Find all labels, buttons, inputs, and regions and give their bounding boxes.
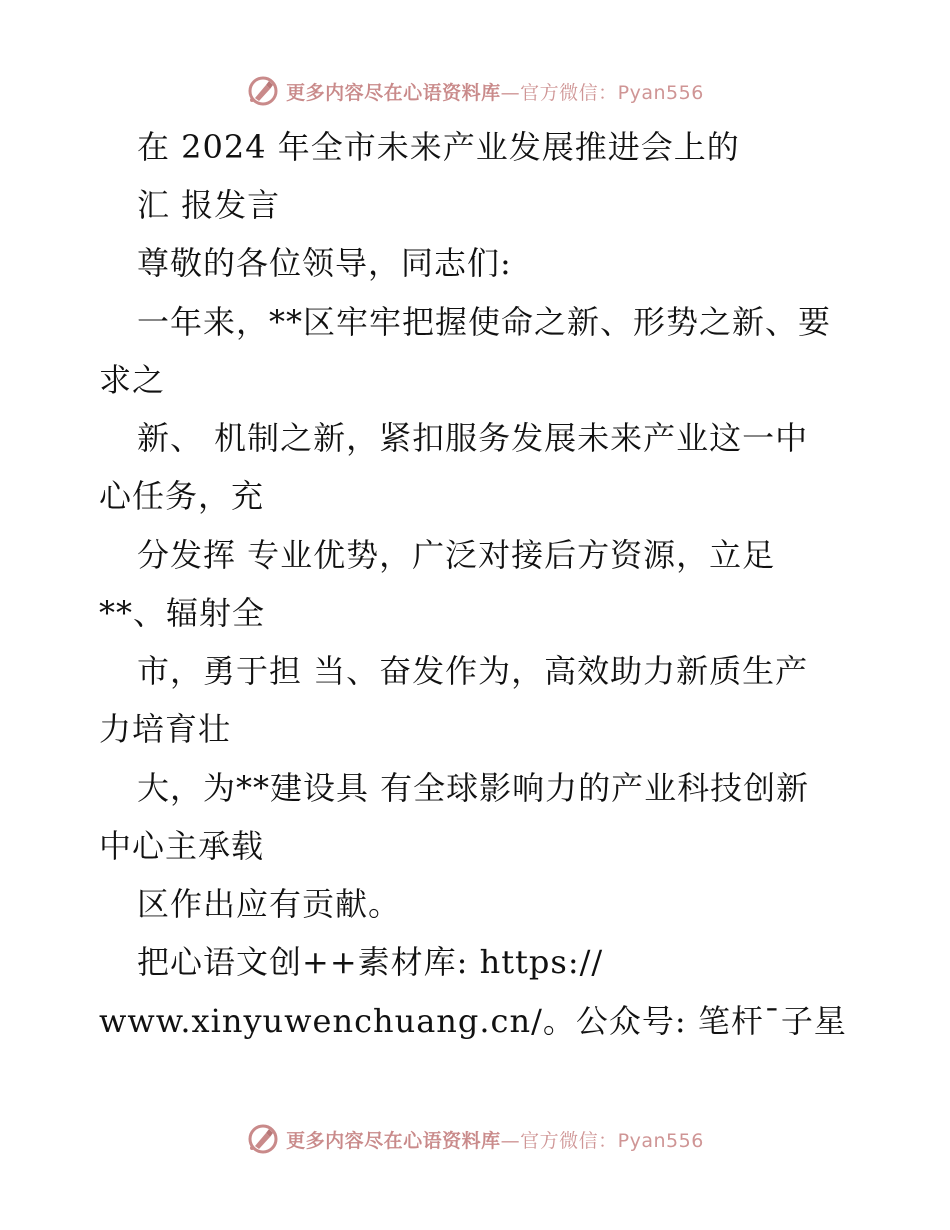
pen-nib-circle-icon <box>246 74 280 108</box>
watermark-text <box>286 78 704 105</box>
header-watermark <box>0 71 950 111</box>
footer-watermark <box>0 1119 950 1159</box>
paragraph-line: 一年来，**区牢牢把握使命之新、形势之新、要 <box>137 303 832 341</box>
paragraph-line: 分发挥 专业优势，广泛对接后方资源，立足 <box>137 536 776 574</box>
watermark-text <box>286 1126 704 1153</box>
paragraph-line: 新、 机制之新，紧扣服务发展未来产业这一中 <box>137 419 809 457</box>
watermark-text-light: —官方微信：Pyan556 <box>500 81 704 104</box>
watermark-text-bold: 更多内容尽在心语资料库 <box>286 1129 501 1152</box>
paragraph-line: 区作出应有贡献。 <box>137 885 402 923</box>
promo-line: 把心语文创++素材库: https:// <box>137 943 604 981</box>
watermark-text-bold: 更多内容尽在心语资料库 <box>286 81 501 104</box>
paragraph-line: 力培育壮 <box>99 710 232 748</box>
paragraph-line: 中心主承载 <box>99 827 265 865</box>
paragraph-line: 市，勇于担 当、奋发作为，高效助力新质生产 <box>137 652 809 690</box>
promo-url-line: www.xinyuwenchuang.cn/。公众号: 笔杆¯子星 <box>99 1002 847 1040</box>
paragraph-line: **、辐射全 <box>99 594 266 632</box>
pen-nib-circle-icon <box>246 1122 280 1156</box>
salutation: 尊敬的各位领导，同志们: <box>137 244 512 282</box>
doc-title-line-2: 汇 报发言 <box>137 186 281 224</box>
paragraph-line: 心任务，充 <box>99 477 265 515</box>
paragraph-line: 大，为**建设具 有全球影响力的产业科技创新 <box>137 769 810 807</box>
watermark-text-light: —官方微信：Pyan556 <box>500 1129 704 1152</box>
paragraph-line: 求之 <box>99 361 166 399</box>
doc-title-line-1: 在 2024 年全市未来产业发展推进会上的 <box>137 128 740 166</box>
